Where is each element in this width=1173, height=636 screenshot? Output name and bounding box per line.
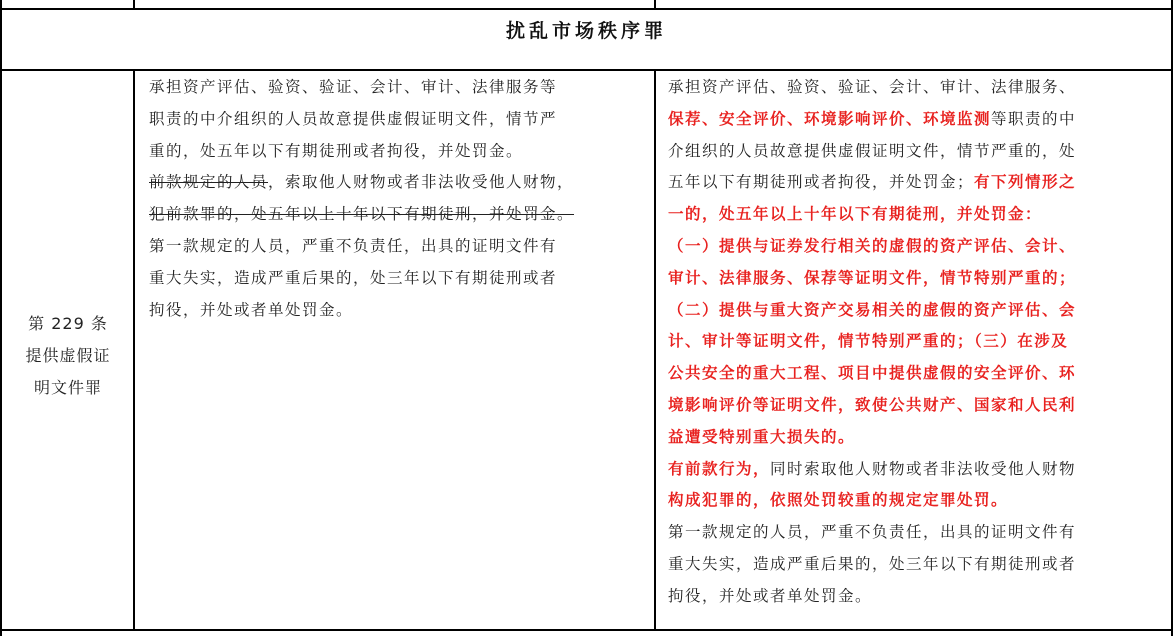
new-line-added: 审计、法律服务、保荐等证明文件，情节特别严重的； (668, 268, 1077, 287)
kept-text: 五年以下有期徒刑或者拘役，并处罚金； (668, 173, 975, 192)
old-line (149, 199, 649, 231)
new-line: 拘役，并处或者单处罚金。 (668, 586, 873, 605)
article-number: 第 229 条 (28, 314, 108, 333)
kept-text: 同时索取他人财物或者非法收受他人财物 (770, 459, 1077, 478)
new-line-added: （二）提供与重大资产交易相关的虚假的资产评估、会 (668, 300, 1077, 319)
kept-text: ，索取他人财物或者非法收受他人财物， (268, 173, 575, 192)
new-line: 承担资产评估、验资、验证、会计、审计、法律服务、 (668, 78, 1077, 96)
old-line: 重的，处五年以下有期徒刑或者拘役，并处罚金。 (149, 141, 524, 160)
new-line-added: 境影响评价等证明文件，致使公共财产、国家和人民利 (668, 395, 1077, 414)
old-line (149, 167, 649, 199)
table-rule-bottom (0, 629, 1173, 631)
article-name-line-1: 提供虚假证 (25, 346, 111, 365)
article-name-line-2: 明文件罪 (33, 378, 102, 397)
new-line-added: 构成犯罪的，依照处罚较重的规定定罪处罚。 (668, 491, 1009, 510)
added-text: 有下列情形之 (974, 173, 1077, 192)
kept-text: 等职责的中 (991, 109, 1077, 128)
old-line: 职责的中介组织的人员故意提供虚假证明文件，情节严 (149, 109, 558, 128)
new-line-added: 计、审计等证明文件，情节特别严重的；（三）在涉及 (668, 332, 1069, 351)
added-text: 有前款行为， (668, 459, 771, 478)
table-border-left (0, 0, 2, 636)
table-col-divider-1 (133, 70, 135, 630)
new-line-added: 一的，处五年以上十年以下有期徒刑，并处罚金： (668, 205, 1043, 224)
old-line: 第一款规定的人员，严重不负责任，出具的证明文件有 (149, 236, 558, 255)
section-title: 扰乱市场秩序罪 (505, 20, 667, 42)
new-line-added: 公共安全的重大工程、项目中提供虚假的安全评价、环 (668, 364, 1077, 383)
table-col-divider-2 (654, 70, 656, 630)
old-line: 拘役，并处或者单处罚金。 (149, 300, 354, 319)
new-line: 重大失实，造成严重后果的，处三年以下有期徒刑或者 (668, 554, 1077, 573)
new-line: 第一款规定的人员，严重不负责任，出具的证明文件有 (668, 523, 1077, 542)
deleted-text: 前款规定的人员 (149, 173, 269, 192)
new-line-added: 益遭受特别重大损失的。 (668, 427, 856, 446)
old-line: 承担资产评估、验资、验证、会计、审计、法律服务等 (149, 78, 558, 96)
new-line: 介组织的人员故意提供虚假证明文件，情节严重的，处 (668, 141, 1077, 160)
new-line (668, 104, 1168, 136)
new-line-added: （一）提供与证券发行相关的虚假的资产评估、会计、 (668, 236, 1077, 255)
added-text: 保荐、安全评价、环境影响评价、环境监测 (668, 109, 992, 128)
new-provision-text (668, 72, 1168, 613)
old-provision-text (149, 72, 649, 326)
old-line: 重大失实，造成严重后果的，处三年以下有期徒刑或者 (149, 268, 558, 287)
table-rule-top (0, 8, 1173, 10)
new-line (668, 454, 1168, 486)
table-rule-header (0, 69, 1173, 71)
deleted-text: 犯前款罪的，处五年以上十年以下有期徒刑，并处罚金。 (149, 205, 575, 224)
new-line (668, 167, 1168, 199)
